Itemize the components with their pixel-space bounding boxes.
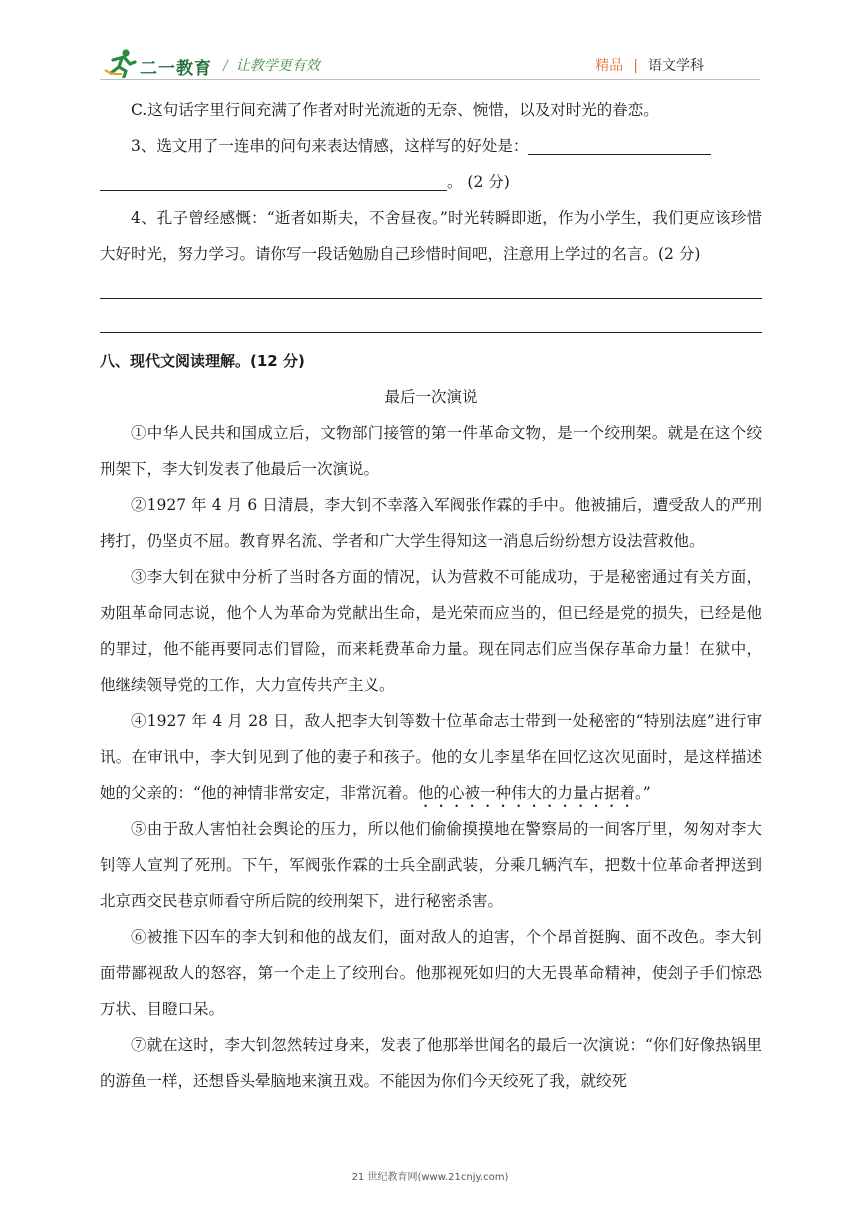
paragraph-4-end: 。” (634, 784, 651, 802)
subject-label: 语文学科 (648, 58, 704, 74)
question-3 (100, 128, 762, 164)
question-4: 4、孔子曾经感慨：“逝者如斯夫，不舍昼夜。”时光转瞬即逝，作为小学生，我们更应该珍惜大好时光，努力学习。请你写一段话勉励自己珍惜时间吧，注意用上学过的名言。(2 分) (100, 209, 762, 263)
paragraph-4 (100, 703, 762, 811)
paragraph-7: ⑦就在这时，李大钊忽然转过身来，发表了他那举世闻名的最后一次演说：“你们好像热锅里的游鱼一样，还想昏头晕脑地来演丑戏。不能因为你们今天绞死了我，就绞死 (100, 1036, 762, 1090)
paragraph-6: ⑥被推下囚车的李大钊和他的战友们，面对敌人的迫害，个个昂首挺胸、面不改色。李大钊面带鄙视敌人的怒容，第一个走上了绞刑台。他那视死如归的大无畏革命精神，使刽子手们惊恐万状、目瞪口呆。 (100, 928, 762, 1018)
passage-title: 最后一次演说 (384, 388, 478, 406)
question-3-line2 (100, 164, 762, 200)
paragraph-2: ②1927 年 4 月 6 日清晨，李大钊不幸落入军阀张作霖的手中。他被捕后，遭受敌人的严刑拷打，仍坚贞不屈。教育界名流、学者和广大学生得知这一消息后纷纷想方设法营救他。 (100, 496, 762, 550)
paragraph-4-text: ④1927 年 4 月 28 日，敌人把李大钊等数十位革命志士带到一处秘密的“特别法庭”进行审讯。在审讯中，李大钊见到了他的妻子和孩子。他的女儿李星华在回忆这次见面时，是这样描述她的父亲的：“他的神情非常安定，非常沉着。 (100, 712, 762, 802)
question-3-text: 3、选文用了一连串的问句来表达情感，这样写的好处是： (131, 137, 529, 155)
subject-tag (595, 55, 704, 75)
emphasized-sentence: 他的心被一种伟大的力量占据着 (417, 784, 635, 802)
logo-text: 二一教育 (140, 59, 212, 79)
answer-blank[interactable] (528, 134, 711, 155)
separator: | (633, 58, 638, 74)
slogan-text: 让教学更有效 (235, 58, 320, 74)
slogan: / 让教学更有效 (223, 58, 320, 74)
section-heading: 八、现代文阅读理解。(12 分) (100, 352, 305, 370)
paragraph-5: ⑤由于敌人害怕社会舆论的压力，所以他们偷偷摸摸地在警察局的一间客厅里，匆匆对李大钊等人宣判了死刑。下午，军阀张作霖的士兵全副武装，分乘几辆汽车，把数十位革命者押送到北京西交民巷京师看守所后院的绞刑架下，进行秘密杀害。 (100, 820, 762, 910)
paragraph-1: ①中华人民共和国成立后，文物部门接管的第一件革命文物，是一个绞刑架。就是在这个绞刑架下，李大钊发表了他最后一次演说。 (100, 424, 762, 478)
question-3-score: 。 (2 分) (447, 173, 510, 191)
answer-blank[interactable] (100, 170, 447, 191)
paragraph-3: ③李大钊在狱中分析了当时各方面的情况，认为营救不可能成功，于是秘密通过有关方面，劝阻革命同志说，他个人为革命为党献出生命，是光荣而应当的，但已经是党的损失，已经是他的罪过，他不能再要同志们冒险，而来耗费革命力量。现在同志们应当保存革命力量！在狱中，他继续领导党的工作，大力宣传共产主义。 (100, 568, 762, 694)
logo (104, 46, 214, 80)
runner-icon (104, 48, 138, 78)
page-footer: 21 世纪教育网(www.21cnjy.com) (351, 1172, 509, 1183)
quality-badge: 精品 (595, 58, 624, 74)
page-header (100, 46, 760, 86)
option-c: C.这句话字里行间充满了作者对时光流逝的无奈、惋惜，以及对时光的眷恋。 (131, 101, 659, 119)
header-rule (100, 79, 760, 80)
document-body (100, 92, 762, 1099)
